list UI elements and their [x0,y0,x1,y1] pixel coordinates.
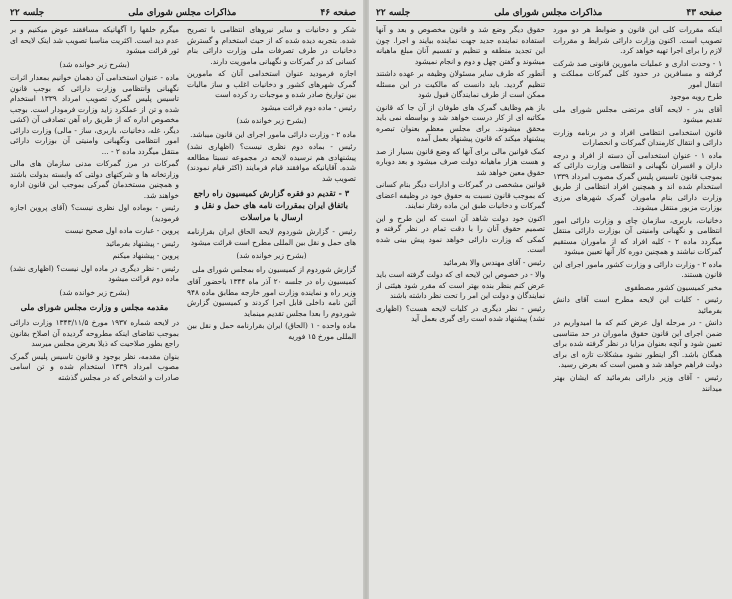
paragraph: آقای بدر - لایحه آقای مرتضی مجلس شورای ملی تقدیم میشود [553,104,722,125]
paragraph: میگرم خلقها را آگهانیکه مسافقند عوض میکنیم و بر عدم دید است. اکثریت مناسبا تصویب شد اینک لایحه ای ثور قرائت میشود [10,25,179,56]
paragraph: ۱ - وحدت اداری و عملیات مامورین قانونی صد شرکت گرفته و مسافرین در حدود کلی گمرکات مملکت و انتقال امور [553,58,722,89]
paragraph: رئیس - پیشنهاد بفرمائید [105,238,179,248]
paragraph: ماده ۱ - عنوان استخدامی آن دسته از افراد و درجه داران و افسران نگهبانی و انتظامی وزارت دارائی که بموجب قانون تاسیس پلیس گمرک مصوب امرداد ۱۳۳۹ استخدام شده اند و همچنین افراد انتظامی از طریق وزارت دارائی بنام ماموران گمرک شهرهای مرزی بوزارت مزبور منتقل میشوند. [553,150,722,213]
text-columns [10,25,356,591]
paragraph: اجازه فرمودید عنوان استخدامی آنان که مامورین گمرک شهرهای کشور و دخانیات اغلب و ساز مالیات بین تواریخ صادر شده و موجبات رد کرده است [187,69,356,100]
text-column [376,25,545,591]
paragraph: آنطور که طرف سایر مسئولان وظیفه بر عهده داشتند تنظیم گردید. باید دانست که مالکیت در این مسئله ممکن است از طرف نمایندگان قبول شود [376,69,545,100]
text-column [187,25,356,591]
paragraph: رئیس - گزارش شوردوم لایحه الحاق ایران بقرارنامه های حمل و نقل بین المللی مطرح است قرائت میشود [187,227,356,247]
text-column [10,25,179,591]
paragraph: دخانیات، باربری، سازمان چای و وزارت دارائی امور انتظامی و نگهبانی وامنیتی آن بوزارت دارائی منتقل میگردد ماده ۲ - کلیه افراد که از ماموران مستقیم گمرکات نباشند و همچنین دوره کار آنها تعیین میشود [553,215,722,257]
paragraph: باز هم وظایف گمرک های طوفان از آن جا که قانون مکاتبه ای از کار درست خواهد شد و بواسطه نمی باید محقق میشوند. برای مجلس معظم بعنوان تبصره پیشنهاد میکند که قانون پیشنهاد بعمل آمده [376,102,545,144]
paragraph: گمرکات در مرز گمرکات مدنی سازمان های مالی وزارتخانه ها و شرکتهای دولتی که وابسته بدولت باشند و همچنین مستخدمان گمرکی بموجب این قانون اداره خواهند شد. [10,159,179,200]
section-title: ۳ - تقدیم دو فقره گزارش کمیسیون راه راجع باتفاق ایران بمقررات نامه های حمل و نقل و ارسال با مراسلات [193,188,350,222]
page-header [376,8,722,21]
page-label: صفحه ۴۶ [320,8,356,18]
paragraph: اکنون خود دولت شاهد آن است که این طرح و این تصمیم حقوق آنان را با دقت تمام در نظر گرفته و کمکی که وزارت دارائی خواهد نمود پیش بینی شده است. [376,213,545,255]
paragraph: ماده - عنوان استخدامی آن دهمان خوانیم بمعدار اثرات نگهبانی وانتظامی وزارت دارائی که بوجب قانون تاسیس پلیس گمرک تصویب امرداد ۱۳۳۹ استخدام شده و تن از عملکرد زاید وزارت فرمودار است. بوجب مخصوص اداره که از طریق راه آهن تصادفی آن (کشی دیگر، غله، دخانیات، باربری، ساز - مالی) وزارت دارائی امور انتظامی ونگهبانی وامنیتی آن بوزارت دارائی منتقل میگردد ماده ۲ - ... [10,73,179,156]
paragraph: رئیس - کلیات این لایحه مطرح است آقای دانش بفرمائید [553,295,722,315]
paragraph: پروین - پیشنهاد میکنم [112,251,179,261]
paragraph: بنوان مقدمه، نظر بوجود و قانون تاسیس پلیس گمرک مصوب امرداد ۱۳۳۹ استخدام شده و تن اسامی صادرات و اشخاص که در مجلس گذشته [10,351,179,382]
paragraph: رئیس - بوماده اول نظری نیست؟ (آقای پروین اجازه فرمودید) [10,203,179,223]
paragraph: قانون استخدامی انتظامی افراد و در برنامه وزارت دارائی و انتقال کارمندان گمرکات و انحصارات [553,127,722,148]
stage-direction: (بشرح زیر خوانده شد) [236,116,307,126]
paragraph: ماده واحده - ۱ (الحاق) ایران بقرارنامه حمل و نقل بین المللی مورخ ۱۵ فوریه [187,321,356,341]
paragraph: در لایحه شماره ۱۹۳۷ مورخ ۱۳۴۳/۱۱/۵ وزارت دارائی بموجب تقاضای اینکه مطروحه گردیده آن اصلاح بقانون راجع بطور صلاحیت که ذیلا بعرض مجلس میرسد [10,318,179,349]
paragraph: شکر و دخانیات و سایر نیروهای انتظامی با تصریح شده. بتجربه دیده شده که از حیث استخدام و گسترش دخانیات در طرف تصرفات ملی وزارت دارائی بنام کسانی کد در گمرکات و نگهبانی ماموریت دارند. [187,25,356,66]
paragraph: رئیس - بماده دوم نظری نیست؟ (اظهاری نشد) پیشنهادی هم نرسیده لایحه در مجموعه نسبتا مطالعه شده. آقایانیکه موافقند قیام فرمایند (اکثر قیام نمودند) تصویب شد [187,142,356,183]
text-columns [376,25,722,591]
stage-direction: (بشرح زیر خوانده شد) [59,59,130,69]
stage-direction: (بشرح زیر خوانده شد) [236,251,307,261]
paragraph: مخبر کمیسیون کشور مصطفوی [624,282,722,292]
paragraph: ماده ۲ - وزارت دارائی مامور اجرای این قانون میباشد. [190,129,356,139]
paragraph: رئیس - ماده دوم قرائت میشود [260,102,356,112]
page-label: صفحه ۴۳ [686,8,722,18]
text-column [553,25,722,591]
page-header [10,8,356,21]
paragraph: رئیس - نظر دیگری در کلیات لایحه هست؟ (اظهاری نشد) پیشنهاد شده است رای گیری بعمل آید [376,303,545,324]
session-label: جلسه ۲۲ [376,8,411,18]
paragraph: دانش - در مرحله اول عرض کنم که ما امیدواریم در ضمن اجرای این قانون حقوق ماموران در حد متناسبی تعیین شود و آنچه بعنوان مزایا در نظر گرفته شده برای همگان باشد. اگر اینطور نشود مشکلات تازه ای برای دولت فراهم خواهد شد و همین است که بعرض رسید. [553,318,722,370]
paragraph: رئیس - آقای وزیر دارائی بفرمائید که ایشان بهتر میدانند [553,372,722,393]
session-label: جلسه ۲۲ [10,8,45,18]
section-title: مقدمه مجلس و وزارت مجلس شورای ملی [20,302,169,313]
paragraph: کمیسیون راه در جلسه ۲۰ آذر ماه ۱۳۴۴ باحضور آقای وزیر راه و نماینده وزارت امور خارجه مطابق ماده ۹۴۸ آئین نامه داخلی قابل اجرا کردند و کمیسیون گزارش شوردوم را بعدا مجلس تقدیم مینماید [187,277,356,318]
paragraph: ماده ۲ - وزارت دارائی و وزارت کشور مامور اجرای این قانون هستند. [553,259,722,280]
journal-title: مذاکرات مجلس شورای ملی [128,8,237,18]
paragraph: رئیس - نظر دیگری در ماده اول نیست؟ (اظهاری نشد) ماده دوم قرائت میشود [10,263,179,284]
paragraph: پروین - عبارت ماده اول صحیح نیست [65,226,179,236]
paragraph: اینکه مقررات کلی این قانون و ضوابط هر دو مورد تصویب است. اکنون وزارت دارائی شرایط و مقررات لازم را برای اجرا تهیه خواهد کرد. [553,25,722,56]
paragraph: کمک قوانین مالی برای آنها که وضع قانون بسیار از صد و هست هزار ماهیانه دولت صرف میشود و بعد دوباره حقوق معین خواهد شد [376,146,545,177]
paragraph: حقوق دیگر وضع شد و قانون مخصوص و بعد و آنها استفاده نماینده جدید جهت نماینده بیایند و اجرا. چون این تجدید منطقه و تنظیم و تقسیم آنان مبلغ ماهیانه میشوند و گفتن چهل و دوم و انجام نمیشود [376,25,545,66]
paragraph: طرح رویه موجود [669,92,722,102]
stage-direction: (بشرح زیر خوانده شد) [59,287,130,297]
right-page [366,0,732,599]
journal-title: مذاکرات مجلس شورای ملی [494,8,603,18]
paragraph: رئیس - آقای مهندس والا بفرمائید [443,257,545,267]
paragraph: قوانین مشخصی در گمرکات و ادارات دیگر بنام کسانی که بموجب قانون نسبت به حقوق خود در وظیفه اعضای گمرکات و دخانیات طبق این ماده رفتار نمایند. [376,180,545,211]
paragraph: والا - در خصوص این لایحه ای که دولت گرفته است باید عرض کنم بنظر بنده بهتر است که مقرر شود هیئتی از نمایندگان و دولت این امر را تحت نظر داشته باشند [376,270,545,301]
paragraph: گزارش شوردوم از کمیسیون راه بمجلس شورای ملی [192,264,356,274]
